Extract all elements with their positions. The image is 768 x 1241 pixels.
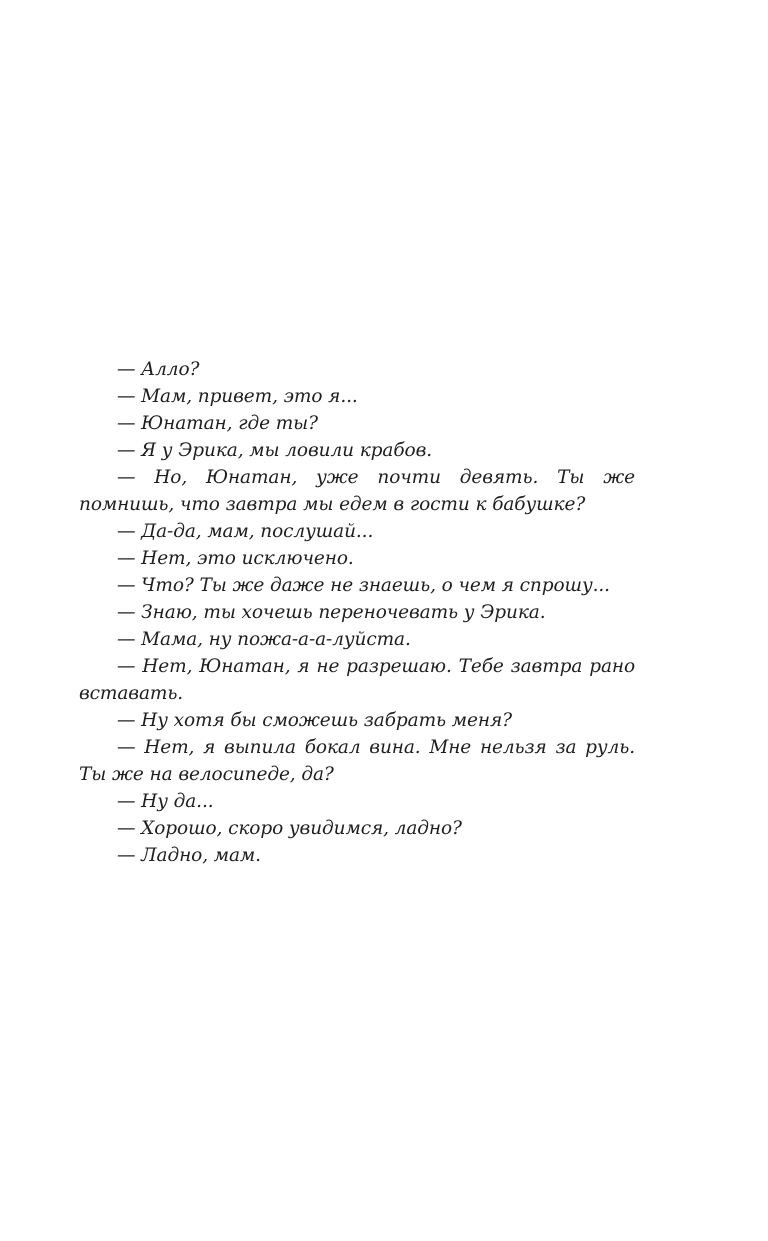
dialogue-line: — Ну да... — [117, 791, 214, 812]
dialogue-line: — Нет, я выпила бокал вина. Мне нельзя за руль. Ты же на велосипеде, да? — [79, 737, 635, 785]
dialogue-line: — Ладно, мам. — [117, 845, 261, 866]
dialogue-line: — Да-да, мам, послушай... — [117, 521, 374, 542]
dialogue-line: — Мам, привет, это я... — [117, 386, 358, 407]
dialogue-line: — Что? Ты же даже не знаешь, о чем я спрошу... — [117, 575, 610, 596]
dialogue-line: — Знаю, ты хочешь переночевать у Эрика. — [117, 602, 546, 623]
dialogue-line: — Ну хотя бы сможешь забрать меня? — [117, 710, 512, 731]
dialogue-line: — Юнатан, где ты? — [117, 413, 318, 434]
dialogue-line: — Алло? — [117, 359, 200, 380]
dialogue-text — [79, 356, 635, 869]
dialogue-line: — Хорошо, скоро увидимся, ладно? — [117, 818, 462, 839]
dialogue-line: — Нет, это исключено. — [117, 548, 354, 569]
dialogue-line: — Но, Юнатан, уже почти девять. Ты же помнишь, что завтра мы едем в гости к бабушке? — [79, 467, 635, 515]
dialogue-line: — Мама, ну пожа-а-а-луйста. — [117, 629, 411, 650]
dialogue-line: — Нет, Юнатан, я не разрешаю. Тебе завтра рано вставать. — [79, 656, 635, 704]
dialogue-line: — Я у Эрика, мы ловили крабов. — [117, 440, 433, 461]
